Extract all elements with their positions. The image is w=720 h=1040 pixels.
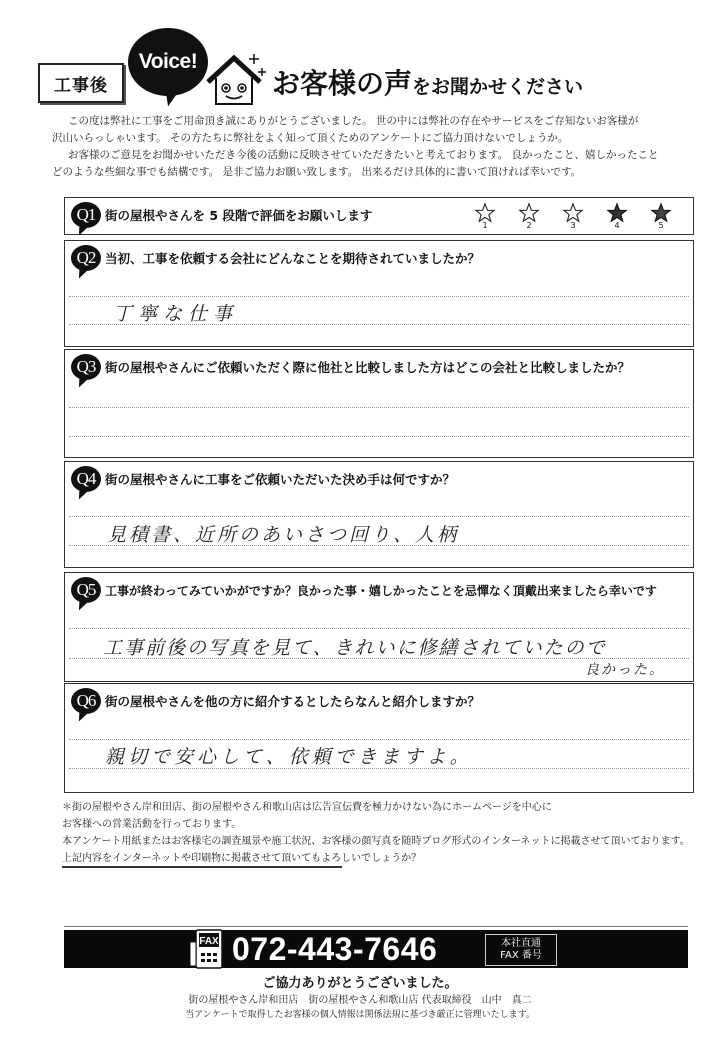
q6-badge: Q6 — [71, 688, 101, 714]
note-line: 本アンケート用紙またはお客様宅の調査風景や施工状況、お客様の顔写真を随時ブログ形式のインターネットに掲載させて頂いております。 — [62, 836, 690, 847]
intro-line: どのような些細な事でも結構です。 是非ご協力お願い致します。 出来るだけ具体的に書いて頂ければ幸いです。 — [52, 166, 582, 178]
q6-text: 街の屋根やさんを他の方に紹介するとしたらなんと紹介しますか？ — [105, 694, 481, 709]
q3-badge: Q3 — [71, 354, 101, 380]
q5-answer[interactable]: 工事前後の写真を見て、きれいに修繕されていたので — [103, 637, 607, 659]
note-line: ＊街の屋根やさん岸和田店、街の屋根やさん和歌山店は広告宣伝費を極力かけない為にホームページを中心に — [62, 802, 552, 813]
star-1[interactable] — [473, 202, 497, 230]
title-part-customer: お客様の — [272, 67, 385, 100]
fax-label-line1: 本社直通 — [501, 938, 541, 949]
answer-line — [69, 739, 689, 740]
star-number: 1 — [482, 221, 488, 230]
note-line: お客様への営業活動を行っております。 — [62, 819, 242, 830]
smiling-house-icon — [204, 50, 268, 106]
question-box-q1 — [64, 197, 694, 235]
q5-text: 工事が終わってみていかがですか？良かった事・嬉しかったことを忌憚なく頂戴出来ましたら幸いです — [105, 583, 657, 598]
question-box-q3 — [64, 349, 694, 458]
star-2[interactable] — [517, 202, 541, 230]
q3-text: 街の屋根やさんにご依頼いただく際に他社と比較しました方はどこの会社と比較しましたか？ — [105, 360, 631, 375]
q2-text: 当初、工事を依頼する会社にどんなことを期待されていましたか？ — [105, 251, 481, 266]
star-3[interactable] — [561, 202, 585, 230]
q2-answer[interactable]: 丁寧な仕事 — [113, 303, 239, 325]
answer-line — [69, 628, 689, 629]
page-title — [272, 62, 583, 102]
divider — [64, 926, 688, 927]
fax-label-line2: FAX 番号 — [500, 950, 542, 961]
answer-line — [69, 436, 689, 437]
question-box-q4 — [64, 461, 694, 568]
fax-machine-icon — [190, 928, 226, 970]
question-box-q5 — [64, 572, 694, 682]
intro-text — [52, 113, 692, 181]
q4-text: 街の屋根やさんに工事をご依頼いただいた決め手は何ですか？ — [105, 472, 456, 487]
company-signature: 街の屋根やさん岸和田店 街の屋根やさん和歌山店 代表取締役 山中 真二 — [188, 995, 532, 1006]
q5-badge: Q5 — [71, 577, 101, 603]
intro-line: お客様のご意見をお聞かせいただき今後の活動に反映させていただきたいと考えております。 良かったこと、嬉しかったこと — [68, 149, 659, 161]
note-line: 上記内容をインターネットや印刷物に掲載させて頂いてもよろしいでしょうか？ — [62, 853, 422, 864]
intro-line: 沢山いらっしゃいます。 その方たちに弊社をよく知って頂くためのアンケートにご協力頂けないでしょうか。 — [52, 132, 569, 144]
voice-label: Voice! — [138, 50, 198, 73]
answer-line — [69, 296, 689, 297]
question-box-q2 — [64, 240, 694, 347]
star-rating[interactable] — [473, 202, 673, 230]
title-part-please-tell: をお聞かせください — [412, 76, 584, 98]
privacy-notice: 当アンケートで取得したお客様の個人情報は関係法規に基づき厳正に管理いたします。 — [185, 1010, 535, 1020]
q5-answer-continued[interactable]: 良かった。 — [585, 662, 665, 678]
thanks-message: ご協力ありがとうございました。 — [262, 976, 458, 991]
svg-text:FAX: FAX — [199, 936, 219, 947]
star-number: 4 — [614, 221, 620, 230]
fax-label-box — [485, 934, 557, 966]
q1-text: 街の屋根やさんを 5 段階で評価をお願いします — [105, 208, 373, 223]
star-5[interactable] — [649, 202, 673, 230]
after-construction-tag: 工事後 — [38, 63, 124, 103]
fax-number[interactable]: 072-443-7646 — [232, 931, 438, 967]
q6-answer[interactable]: 親切で安心して、依頼できますよ。 — [105, 746, 473, 768]
star-number: 2 — [526, 221, 532, 230]
q4-answer[interactable]: 見積書、近所のあいさつ回り、人柄 — [107, 524, 460, 546]
star-4[interactable] — [605, 202, 629, 230]
answer-line — [69, 407, 689, 408]
q2-badge: Q2 — [71, 245, 101, 271]
star-number: 5 — [658, 221, 664, 230]
answer-line — [69, 516, 689, 517]
q1-badge: Q1 — [71, 202, 101, 228]
notes — [62, 799, 702, 867]
question-box-q6 — [64, 683, 694, 793]
q4-badge: Q4 — [71, 466, 101, 492]
star-number: 3 — [570, 221, 576, 230]
intro-line: この度は弊社に工事をご用命頂き誠にありがとうございました。 世の中には弊社の存在やサービスをご存知ないお客様が — [68, 115, 639, 127]
title-part-voice: 声 — [384, 67, 413, 100]
divider — [62, 866, 342, 868]
